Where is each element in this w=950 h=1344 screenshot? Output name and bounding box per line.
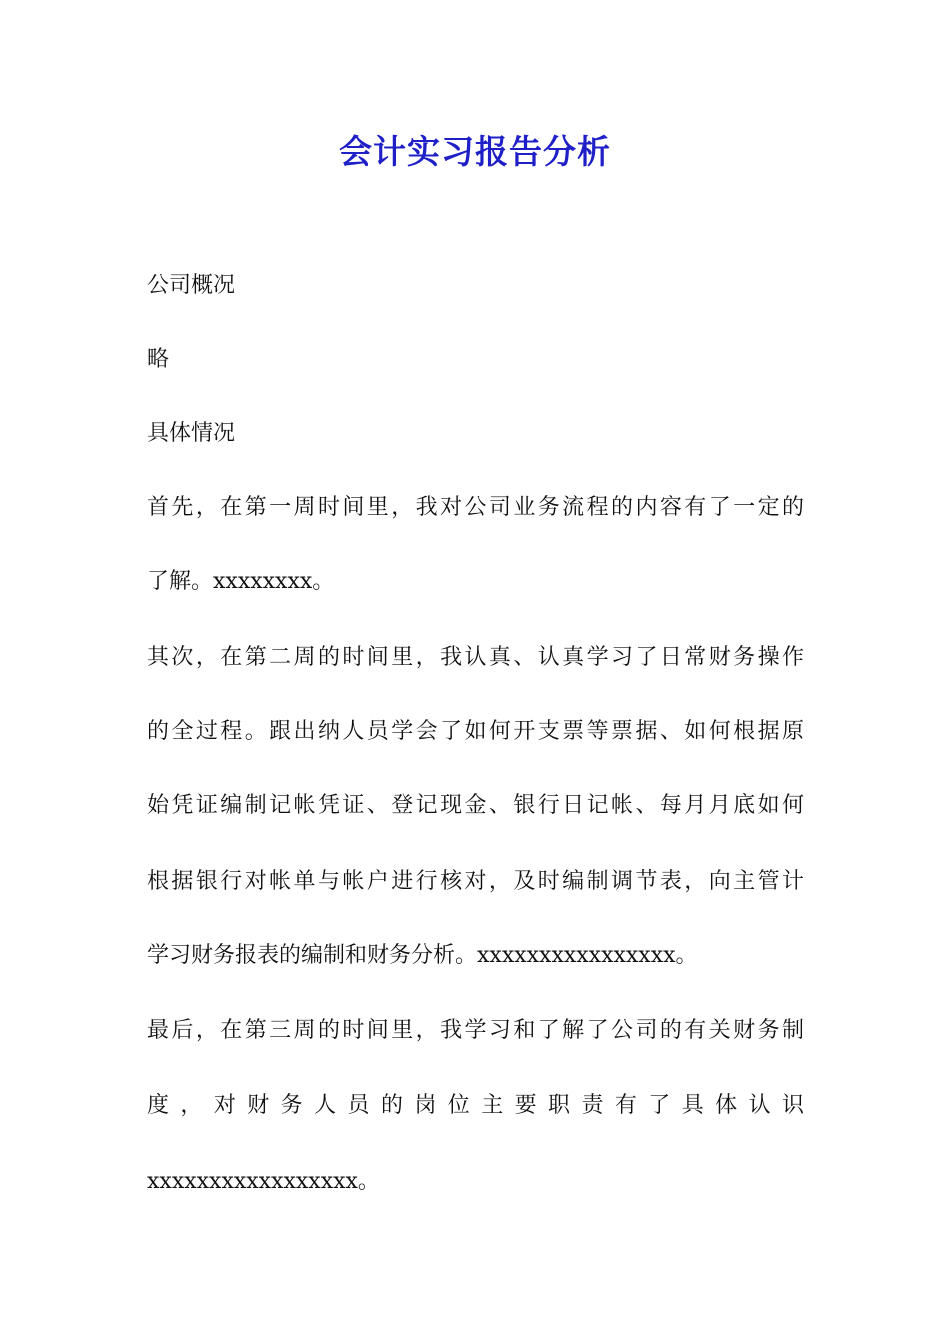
- paragraph-omitted: 略: [147, 347, 170, 372]
- document-title: 会计实习报告分析: [339, 132, 611, 171]
- paragraph-line: 的全过程。跟出纳人员学会了如何开支票等票据、如何根据原: [147, 719, 804, 744]
- paragraph-line: 度，对财务人员的岗位主要职责有了具体认识: [147, 1093, 804, 1118]
- paragraph-line: 了解。xxxxxxxx。: [147, 569, 335, 594]
- paragraph-line: 最后，在第三周的时间里，我学习和了解了公司的有关财务制: [147, 1018, 804, 1043]
- paragraph-line: 学习财务报表的编制和财务分析。xxxxxxxxxxxxxxxx。: [147, 943, 698, 968]
- paragraph-line: 始凭证编制记帐凭证、登记现金、银行日记帐、每月月底如何: [147, 793, 804, 818]
- paragraph-line: 根据银行对帐单与帐户进行核对，及时编制调节表，向主管计: [147, 869, 804, 894]
- paragraph-line: xxxxxxxxxxxxxxxxx。: [147, 1169, 380, 1194]
- paragraph-line: 其次，在第二周的时间里，我认真、认真学习了日常财务操作: [147, 645, 804, 670]
- heading-company-overview: 公司概况: [147, 273, 236, 298]
- heading-details: 具体情况: [147, 421, 236, 446]
- paragraph-line: 首先，在第一周时间里，我对公司业务流程的内容有了一定的: [147, 495, 804, 520]
